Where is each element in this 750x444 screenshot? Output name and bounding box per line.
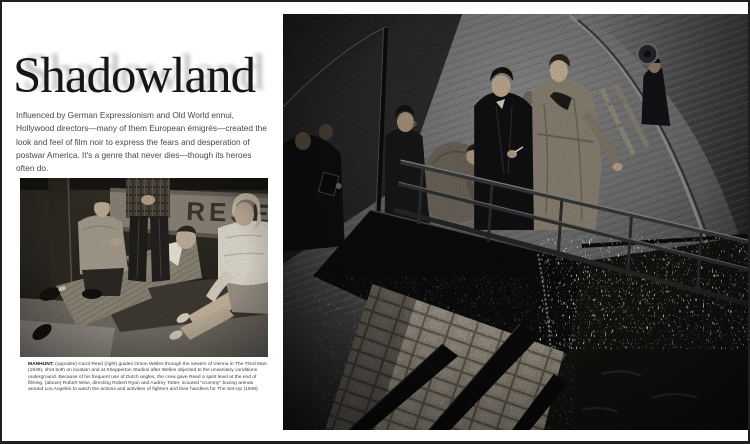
caption-lead: MANHUNT: <box>28 362 54 367</box>
third-man-sewer-photo <box>283 14 748 430</box>
vignette-overlay <box>20 178 268 357</box>
third-man-photo-illustration <box>283 14 748 430</box>
caption-body: (opposite) Carol Reed (right) guides Orson Welles through the sewers of Vienna in The Third Man (1949), shot both on location and at Shepperton Studios after Welles objected to the unsanitary conditions underground. Because of his frequent use of Dutch angles, the crew gave Reed a spirit level at the end of filming. (above) Robert Wise, directing Robert Ryan and Audrey Totter, scouted "crummy" boxing arenas around Los Angeles to watch the actions and activities of fighters and their handlers for The Set-Up (1949). <box>28 362 267 393</box>
intro-paragraph: Influenced by German Expressionism and Old World ennui, Hollywood directors—many of them European émigrés—created the look and feel of film noir to express the fears and desperation of postwar America. It's a genre that never dies—though its heroes often do. <box>16 110 267 174</box>
set-up-production-photo <box>20 178 268 357</box>
photo-caption <box>28 362 269 393</box>
set-up-photo-illustration <box>20 178 268 357</box>
chapter-title: Shadowland <box>13 48 256 104</box>
vignette-overlay <box>283 14 748 430</box>
